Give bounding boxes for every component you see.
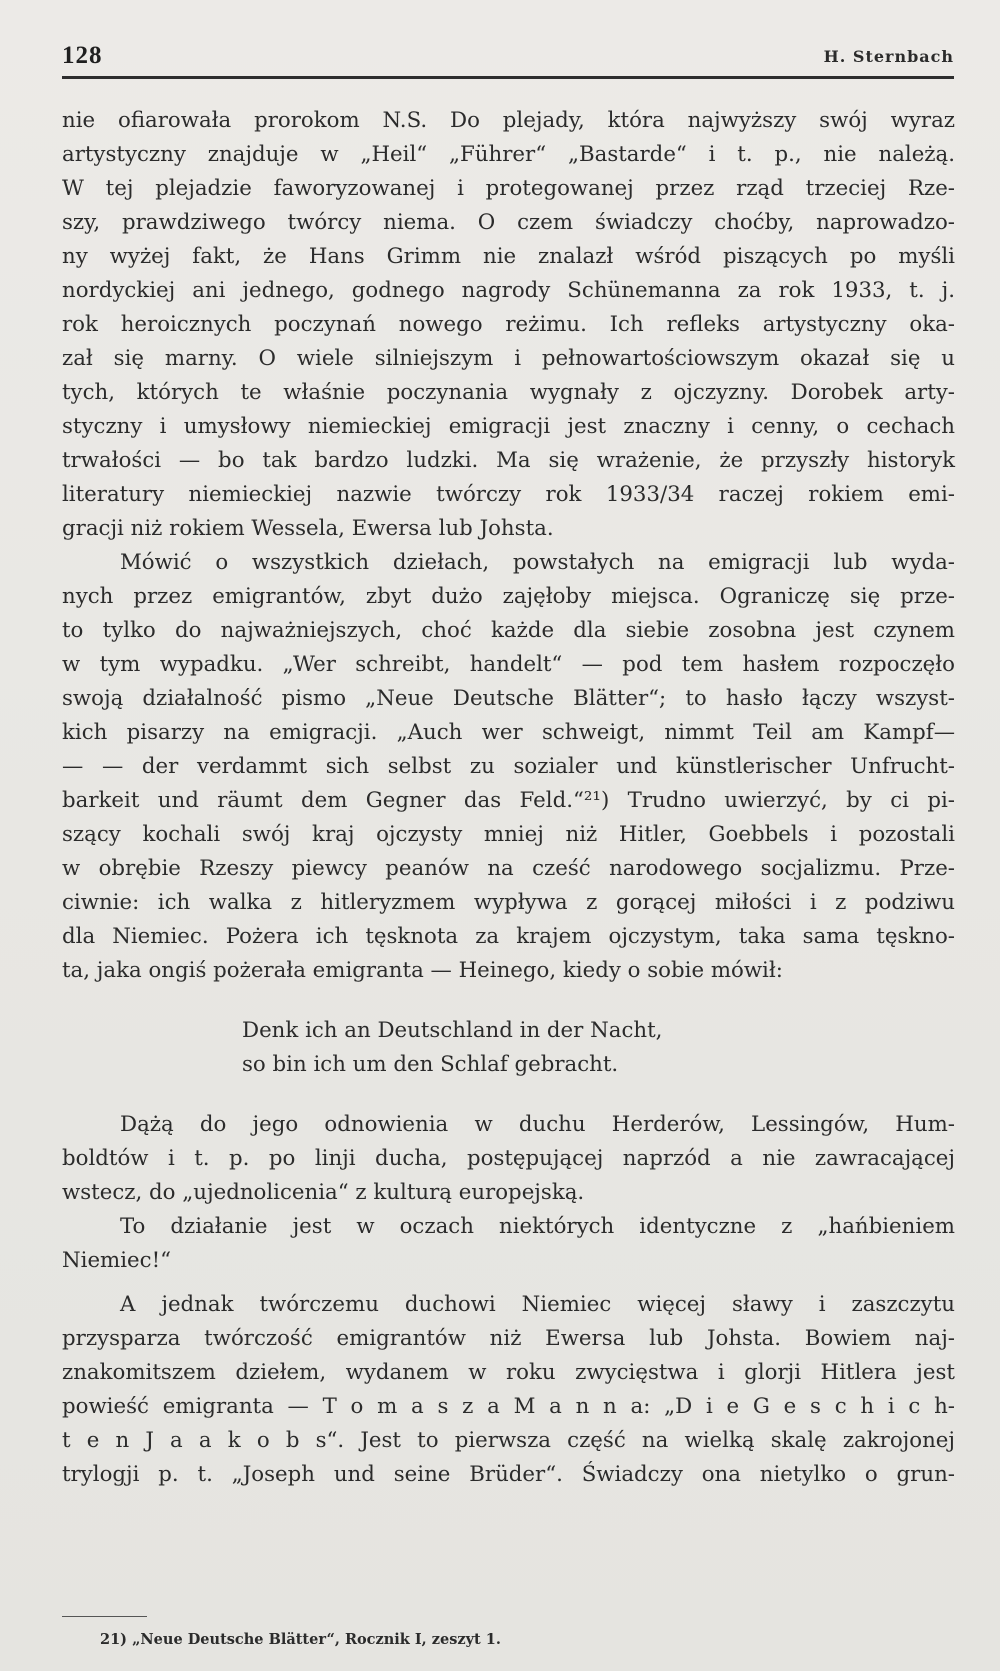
header-rule: [62, 76, 954, 79]
text-line: szący kochali swój kraj ojczysty mniej niż Hitler, Goebbels i pozostali: [62, 822, 955, 847]
text-line: gracji niż rokiem Wessela, Ewersa lub Johsta.: [62, 516, 554, 541]
text-line: trwałości — bo tak bardzo ludzki. Ma się wrażenie, że przyszły historyk: [62, 448, 955, 473]
text-line: ta, jaka ongiś pożerała emigranta — Heinego, kiedy o sobie mówił:: [62, 958, 783, 983]
text-line: w tym wypadku. „Wer schreibt, handelt“ — pod tem hasłem rozpoczęło: [62, 652, 955, 677]
text-line: szy, prawdziwego twórcy niema. O czem świadczy choćby, naprowadzo-: [62, 210, 955, 235]
text-line: — — der verdammt sich selbst zu sozialer und künstlerischer Unfrucht-: [62, 754, 955, 779]
text-line: nych przez emigrantów, zbyt dużo zajęłoby miejsca. Ograniczę się prze-: [62, 584, 955, 609]
page-header: [62, 42, 954, 76]
text-line: trylogji p. t. „Joseph und seine Brüder“. Świadczy ona nietylko o grun-: [62, 1462, 955, 1487]
page-number: 128: [62, 42, 103, 69]
verse-line: Denk ich an Deutschland in der Nacht,: [242, 1018, 663, 1043]
text-line: Dążą do jego odnowienia w duchu Herderów, Lessingów, Hum-: [120, 1112, 955, 1137]
text-line: artystyczny znajduje w „Heil“ „Führer“ „Bastarde“ i t. p., nie należą.: [62, 142, 955, 167]
text-line: kich pisarzy na emigracji. „Auch wer schweigt, nimmt Teil am Kampf—: [62, 720, 955, 745]
text-line: rok heroicznych poczynań nowego reżimu. Ich refleks artystyczny oka-: [62, 312, 955, 337]
footnote-rule: [62, 1616, 147, 1617]
text-line: To działanie jest w oczach niektórych identyczne z „hańbieniem: [120, 1214, 955, 1239]
footnote: 21) „Neue Deutsche Blätter“, Rocznik I, zeszyt 1.: [100, 1631, 501, 1648]
verse-line: so bin ich um den Schlaf gebracht.: [242, 1052, 619, 1077]
body-text: [62, 104, 955, 1492]
text-line: barkeit und räumt dem Gegner das Feld.“²¹) Trudno uwierzyć, by ci pi-: [62, 788, 955, 813]
verse-quote: [62, 1014, 955, 1082]
text-line: powieść emigranta — T o m a s z a M a n n a: „D i e G e s c h i c h-: [62, 1394, 955, 1419]
text-line: ciwnie: ich walka z hitleryzmem wypływa z gorącej miłości i z podziwu: [62, 890, 955, 915]
running-head-author: H. Sternbach: [823, 47, 954, 66]
text-line: W tej plejadzie faworyzowanej i protegowanej przez rząd trzeciej Rze-: [62, 176, 955, 201]
paragraph: [62, 104, 955, 546]
text-line: swoją działalność pismo „Neue Deutsche Blätter“; to hasło łączy wszyst-: [62, 686, 955, 711]
text-line: literatury niemieckiej nazwie twórczy rok 1933/34 raczej rokiem emi-: [62, 482, 955, 507]
text-line: to tylko do najważniejszych, choć każde dla siebie zosobna jest czynem: [62, 618, 955, 643]
spacer: [62, 988, 955, 1014]
text-line: nie ofiarowała prorokom N.S. Do plejady, która najwyższy swój wyraz: [62, 108, 955, 133]
spacer: [62, 1082, 955, 1108]
text-line: w obrębie Rzeszy piewcy peanów na cześć narodowego socjalizmu. Prze-: [62, 856, 955, 881]
paragraph: [62, 1210, 955, 1278]
text-line: znakomitszem dziełem, wydanem w roku zwycięstwa i glorji Hitlera jest: [62, 1360, 955, 1385]
spacer: [62, 1278, 955, 1288]
paragraph: [62, 1108, 955, 1210]
text-line: t e n J a a k o b s“. Jest to pierwsza część na wielką skalę zakrojonej: [62, 1428, 955, 1453]
text-line: nordyckiej ani jednego, godnego nagrody Schünemanna za rok 1933, t. j.: [62, 278, 955, 303]
paragraph: [62, 1288, 955, 1492]
text-line: zał się marny. O wiele silniejszym i pełnowartościowszym okazał się u: [62, 346, 955, 371]
text-line: wstecz, do „ujednolicenia“ z kulturą europejską.: [62, 1180, 585, 1205]
text-line: styczny i umysłowy niemieckiej emigracji jest znaczny i cenny, o cechach: [62, 414, 955, 439]
text-line: tych, których te właśnie poczynania wygnały z ojczyzny. Dorobek arty-: [62, 380, 955, 405]
text-line: Mówić o wszystkich dziełach, powstałych na emigracji lub wyda-: [120, 550, 955, 575]
text-line: przysparza twórczość emigrantów niż Ewersa lub Johsta. Bowiem naj-: [62, 1326, 955, 1351]
text-line: boldtów i t. p. po linji ducha, postępującej naprzód a nie zawracającej: [62, 1146, 955, 1171]
text-line: Niemiec!“: [62, 1248, 172, 1273]
paragraph: [62, 546, 955, 988]
text-line: ny wyżej fakt, że Hans Grimm nie znalazł wśród piszących po myśli: [62, 244, 955, 269]
text-line: dla Niemiec. Pożera ich tęsknota za krajem ojczystym, taka sama tęskno-: [62, 924, 955, 949]
text-line: A jednak twórczemu duchowi Niemiec więcej sławy i zaszczytu: [120, 1292, 955, 1317]
